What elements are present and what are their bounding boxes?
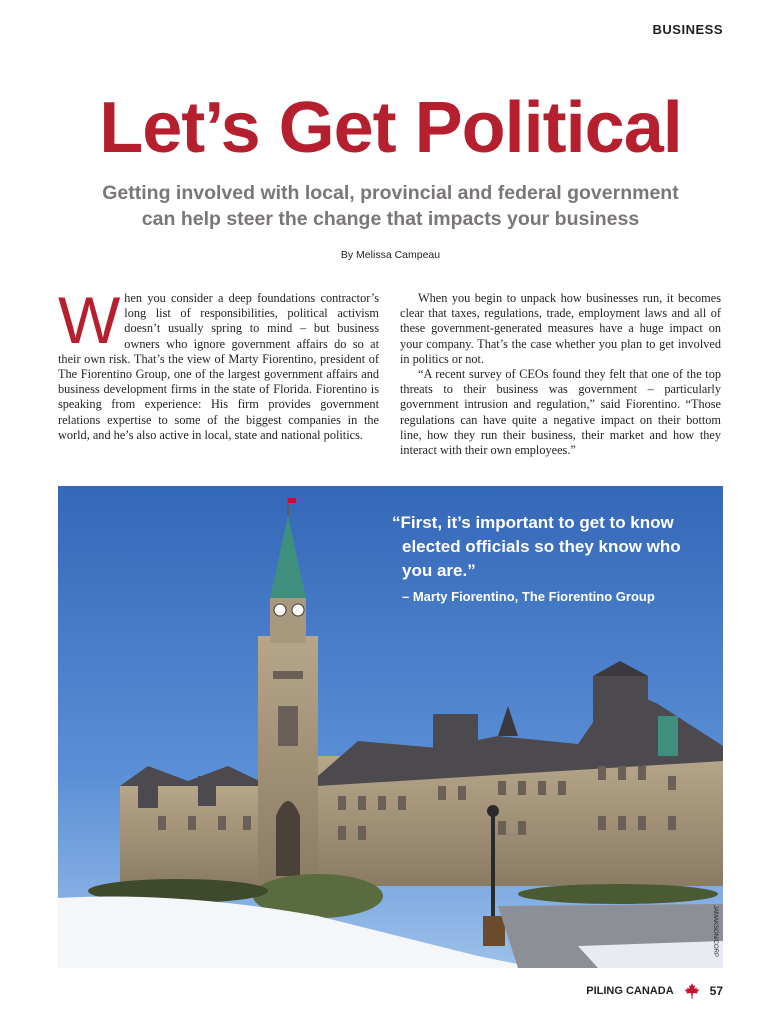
- right-column-paragraph-1: When you begin to unpack how businesses run, it becomes clear that taxes, regulations, trade, employment laws and all of these government-generated measures have a huge impact on your company. That’s the case whether you plan to get involved in politics or not.: [400, 291, 721, 366]
- pull-quote-text: “First, it’s important to get to know elected officials so they know who you are.”: [392, 513, 681, 580]
- subhead-line-1: Getting involved with local, provincial and federal government: [102, 182, 679, 204]
- footer-publication: PILING CANADA: [586, 985, 674, 997]
- right-column: [400, 291, 721, 458]
- page-number: 57: [709, 984, 723, 998]
- section-label: BUSINESS: [652, 22, 723, 37]
- pull-quote-attribution: – Marty Fiorentino, The Fiorentino Group: [402, 589, 655, 604]
- subhead-line-2: can help steer the change that impacts your business: [141, 208, 640, 230]
- left-column-text: hen you consider a deep foundations contractor’s long list of responsibilities, political activism doesn’t usually spring to mind – but business owners who ignore government affairs do so at their own risk. That’s the view of Marty Fiorentino, president of The Fiorentino Group, one of the largest government affairs and business development firms in the state of Florida. Fiorentino is speaking from experience: His firm provides government relations expertise to some of the biggest companies in the world, and he’s also active in local, state and national politics.: [58, 291, 379, 442]
- page-footer: [586, 983, 723, 999]
- photo-credit: JAMAKSON/CORP: [712, 905, 718, 958]
- maple-leaf-icon: [684, 983, 700, 999]
- article-subhead: [60, 180, 721, 232]
- left-column: [58, 283, 379, 443]
- article-headline: Let’s Get Political: [99, 88, 682, 168]
- right-column-paragraph-2: “A recent survey of CEOs found they felt that one of the top threats to their business was government – particularly government intrusion and regulation,” said Fiorentino. “Those regulations can have quite a negative impact on their bottom line, how they run their business, their market and how they interact with their own employees.”: [400, 367, 721, 458]
- byline: By Melissa Campeau: [340, 249, 441, 261]
- pull-quote: [392, 511, 712, 604]
- drop-cap: W: [58, 283, 121, 357]
